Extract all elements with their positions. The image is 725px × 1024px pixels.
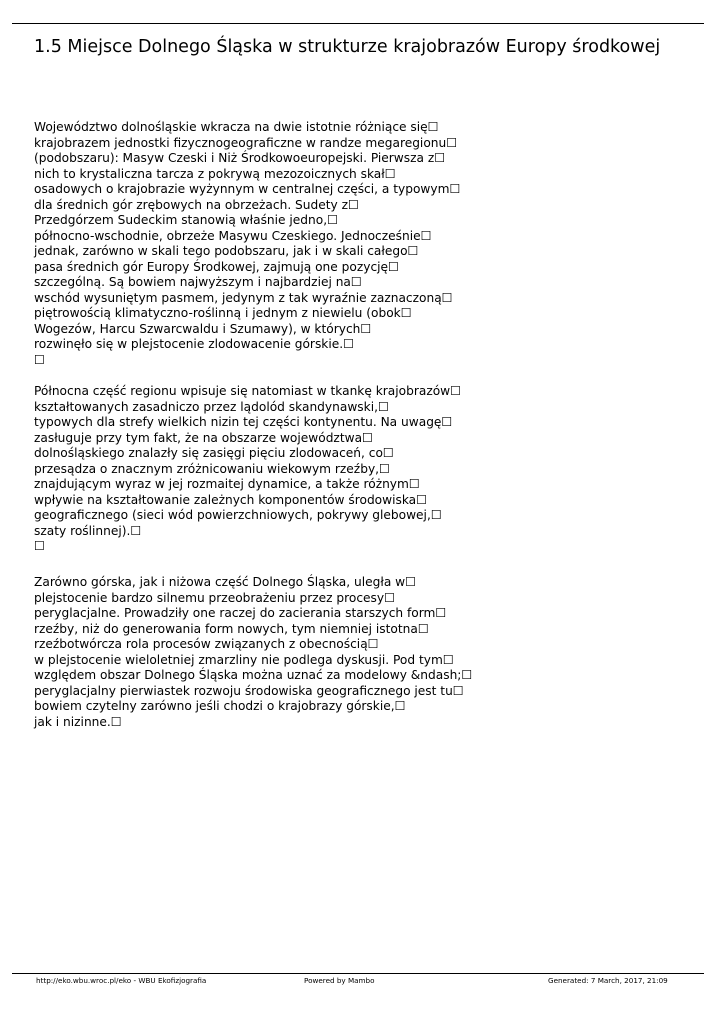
text-line: peryglacjalny pierwiastek rozwoju środowiska geograficznego jest tu☐ <box>34 683 464 698</box>
top-divider <box>12 23 704 24</box>
text-line: szaty roślinnej).☐ <box>34 523 142 538</box>
text-line: w plejstocenie wieloletniej zmarzliny nie podlega dyskusji. Pod tym☐ <box>34 652 454 667</box>
text-line: znajdującym wyraz w jej rozmaitej dynamice, a także różnym☐ <box>34 477 420 491</box>
text-line: ☐ <box>34 352 45 367</box>
text-line: pasa średnich gór Europy Środkowej, zajmują one pozycję☐ <box>34 259 399 274</box>
text-line: nich to krystaliczna tarcza z pokrywą mezozoicznych skał☐ <box>34 166 396 181</box>
text-line: ☐ <box>34 539 45 553</box>
text-line: względem obszar Dolnego Śląska można uznać za modelowy &ndash;☐ <box>34 668 473 682</box>
text-line: krajobrazem jednostki fizycznogeograficzne w randze megaregionu☐ <box>34 135 458 150</box>
paragraph-3 <box>34 575 472 730</box>
footer-source-url: http://eko.wbu.wroc.pl/eko - WBU Ekofizjografia <box>36 976 207 985</box>
page-title: 1.5 Miejsce Dolnego Śląska w strukturze krajobrazów Europy środkowej <box>34 37 661 57</box>
text-line: Przedgórzem Sudeckim stanowią właśnie jedno,☐ <box>34 213 339 227</box>
paragraph-1 <box>34 120 460 368</box>
text-line: wpływie na kształtowanie zależnych komponentów środowiska☐ <box>34 492 428 507</box>
paragraph-2 <box>34 384 461 555</box>
text-line: jak i nizinne.☐ <box>34 714 122 729</box>
text-line: szczególną. Są bowiem najwyższym i najbardziej na☐ <box>34 275 362 289</box>
text-line: Zarówno górska, jak i niżowa część Dolnego Śląska, uległa w☐ <box>34 575 417 589</box>
text-line: rzeźby, niż do generowania form nowych, tym niemniej istotna☐ <box>34 621 429 636</box>
text-line: wschód wysuniętym pasmem, jedynym z tak wyraźnie zaznaczoną☐ <box>34 290 453 305</box>
text-line: Północna część regionu wpisuje się natomiast w tkankę krajobrazów☐ <box>34 384 462 398</box>
text-line: kształtowanych zasadniczo przez lądolód skandynawski,☐ <box>34 399 389 414</box>
text-line: przesądza o znacznym zróżnicowaniu wiekowym rzeźby,☐ <box>34 461 390 476</box>
text-line: Województwo dolnośląskie wkracza na dwie istotnie różniące się☐ <box>34 120 439 134</box>
text-line: zasługuje przy tym fakt, że na obszarze województwa☐ <box>34 430 373 445</box>
footer-generated-date: Generated: 7 March, 2017, 21:09 <box>548 976 668 985</box>
footer-powered-by: Powered by Mambo <box>304 976 375 985</box>
text-line: rzeźbotwórcza rola procesów związanych z obecnością☐ <box>34 637 379 651</box>
text-line: piętrowością klimatyczno-roślinną i jednym z niewielu (obok☐ <box>34 306 412 320</box>
text-line: jednak, zarówno w skali tego podobszaru, jak i w skali całego☐ <box>34 244 419 258</box>
text-line: dla średnich gór zrębowych na obrzeżach. Sudety z☐ <box>34 197 359 212</box>
text-line: północno-wschodnie, obrzeże Masywu Czeskiego. Jednocześnie☐ <box>34 228 432 243</box>
text-line: plejstocenie bardzo silnemu przeobrażeniu przez procesy☐ <box>34 590 396 605</box>
text-line: Wogezów, Harcu Szwarcwaldu i Szumawy), w których☐ <box>34 321 372 336</box>
text-line: peryglacjalne. Prowadziły one raczej do zacierania starszych form☐ <box>34 606 447 620</box>
text-line: rozwinęło się w plejstocenie zlodowacenie górskie.☐ <box>34 337 355 351</box>
bottom-divider <box>12 973 704 974</box>
text-line: bowiem czytelny zarówno jeśli chodzi o krajobrazy górskie,☐ <box>34 699 406 713</box>
text-line: osadowych o krajobrazie wyżynnym w centralnej części, a typowym☐ <box>34 182 461 196</box>
text-line: (podobszaru): Masyw Czeski i Niż Środkowoeuropejski. Pierwsza z☐ <box>34 151 446 165</box>
text-line: geograficznego (sieci wód powierzchniowych, pokrywy glebowej,☐ <box>34 508 442 522</box>
text-line: typowych dla strefy wielkich nizin tej części kontynentu. Na uwagę☐ <box>34 415 453 429</box>
text-line: dolnośląskiego znalazły się zasięgi pięciu zlodowaceń, co☐ <box>34 446 394 460</box>
